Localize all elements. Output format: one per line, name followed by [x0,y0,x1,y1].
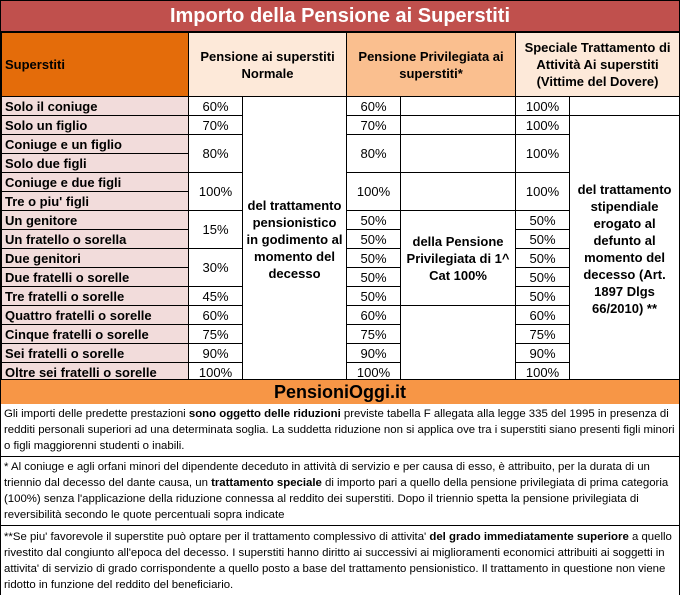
normale-value: 60% [189,306,243,325]
normale-value: 60% [189,97,243,116]
speciale-value: 100% [516,116,570,135]
speciale-value: 50% [516,249,570,268]
note-bold: trattamento speciale [211,477,322,489]
privilegiata-value: 70% [347,116,401,135]
privilegiata-value: 50% [347,249,401,268]
note-opzione-superstite [1,527,679,595]
row-label: Solo un figlio [2,116,189,135]
privilegiata-value: 50% [347,211,401,230]
privilegiata-value: 100% [347,363,401,382]
speciale-value: 100% [516,173,570,211]
privilegiata-spacer [401,135,516,173]
row-label: Tre o piu' figli [2,192,189,211]
table-row [2,97,680,116]
speciale-value: 100% [516,363,570,382]
normale-value: 100% [189,363,243,382]
privilegiata-value: 50% [347,230,401,249]
normale-value: 75% [189,325,243,344]
note-text: * Al coniuge e agli orfani minori del dipendente deceduto in attività di servizio e per causa di esso, è attribuito, per la durata di un triennio dal decesso del dante causa, un [4,461,650,489]
normale-description: del trattamento pensionistico in godimento al momento del decesso [243,97,347,382]
normale-value: 70% [189,116,243,135]
note-text: di importo pari a quello della pensione privilegiata di prima categoria (100%) senza l'applicazione della riduzione connessa al reddito dei superstiti. Dopo il triennio spetta la pensione privilegiata di reversibilità secondo le quote percentuali sopra indicate [4,477,669,521]
table-header-row [2,33,680,97]
normale-value: 15% [189,211,243,249]
note-trattamento-speciale [1,457,679,526]
row-label: Due genitori [2,249,189,268]
speciale-value: 50% [516,268,570,287]
note-riduzioni [1,404,679,457]
privilegiata-value: 80% [347,135,401,173]
speciale-value: 100% [516,97,570,116]
header-pensione-normale: Pensione ai superstiti Normale [189,33,347,97]
row-label: Solo il coniuge [2,97,189,116]
row-label: Cinque fratelli o sorelle [2,325,189,344]
header-trattamento-speciale: Speciale Trattamento di Attività Ai superstiti (Vittime del Dovere) [516,33,680,97]
privilegiata-value: 90% [347,344,401,363]
privilegiata-value: 75% [347,325,401,344]
privilegiata-spacer [401,173,516,211]
speciale-value: 100% [516,135,570,173]
privilegiata-description: della Pensione Privilegiata di 1^ Cat 100% [401,211,516,306]
speciale-value: 50% [516,230,570,249]
speciale-description: del trattamento stipendiale erogato al defunto al momento del decesso (Art. 1897 Dlgs 66/2010) ** [570,116,680,382]
speciale-value: 50% [516,211,570,230]
brand-banner: PensioniOggi.it [1,379,679,405]
speciale-value: 75% [516,325,570,344]
speciale-value: 60% [516,306,570,325]
row-label: Un genitore [2,211,189,230]
normale-value: 80% [189,135,243,173]
note-text: **Se piu' favorevole il superstite può optare per il trattamento complessivo di attivita' [4,531,430,543]
normale-value: 30% [189,249,243,287]
privilegiata-value: 60% [347,97,401,116]
privilegiata-value: 100% [347,173,401,211]
privilegiata-spacer [401,97,516,116]
speciale-value: 90% [516,344,570,363]
normale-value: 90% [189,344,243,363]
speciale-spacer [570,97,680,116]
normale-value: 45% [189,287,243,306]
row-label: Coniuge e due figli [2,173,189,192]
privilegiata-spacer [401,306,516,382]
row-label: Sei fratelli o sorelle [2,344,189,363]
row-label: Solo due figli [2,154,189,173]
row-label: Tre fratelli o sorelle [2,287,189,306]
speciale-value: 50% [516,287,570,306]
note-text: Gli importi delle predette prestazioni [4,408,189,420]
privilegiata-value: 60% [347,306,401,325]
privilegiata-spacer [401,116,516,135]
normale-value: 100% [189,173,243,211]
row-label: Un fratello o sorella [2,230,189,249]
row-label: Oltre sei fratelli o sorelle [2,363,189,382]
privilegiata-value: 50% [347,268,401,287]
privilegiata-value: 50% [347,287,401,306]
row-label: Coniuge e un figlio [2,135,189,154]
page-title: Importo della Pensione ai Superstiti [1,1,679,32]
header-pensione-privilegiata: Pensione Privilegiata ai superstiti* [347,33,516,97]
row-label: Due fratelli o sorelle [2,268,189,287]
note-bold: del grado immediatamente superiore [429,531,629,543]
header-superstiti: Superstiti [2,33,189,97]
row-label: Quattro fratelli o sorelle [2,306,189,325]
note-text: previste tabella F allegata alla legge 335 del 1995 in presenza di redditi personali superiori ad una determinata soglia. La suddetta riduzione non si applica ove tra i superstiti siano presenti figli minori o figli maggiorenni studenti o inabili. [4,408,675,452]
note-bold: sono oggetto delle riduzioni [188,408,341,420]
note-text: a quello rivestito dal congiunto all'epoca del decesso. I superstiti hanno diritto ai successivi ai miglioramenti economici attribuiti ai soggetti in attivita' di servizio di grado corrispondente a quello posto a base del trattamento pensionistico. Il trattamento in questione non viene ridotto in funzione del reddito del beneficiario. [4,531,672,591]
pension-table [1,32,680,382]
